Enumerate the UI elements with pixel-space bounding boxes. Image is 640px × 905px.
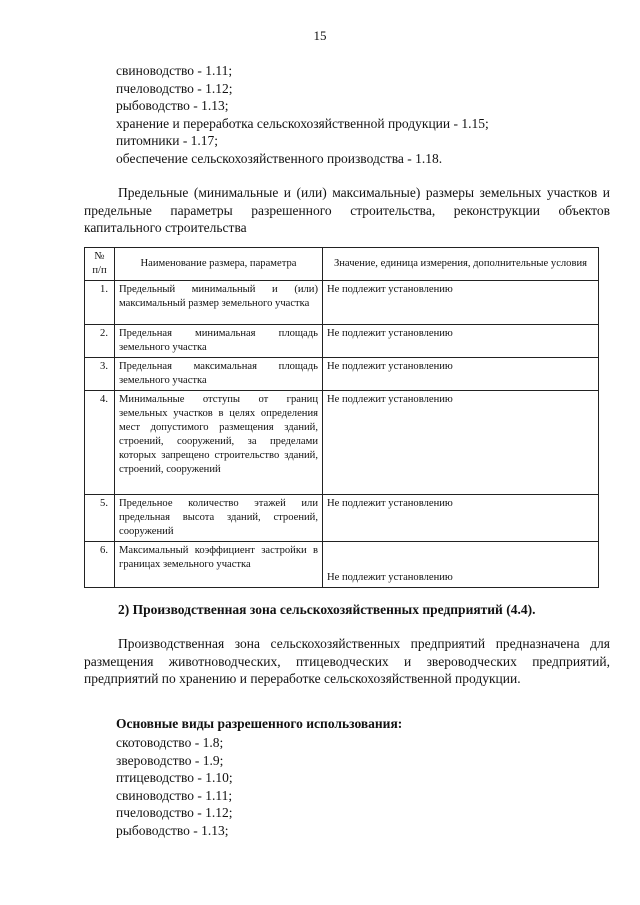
row-name: Минимальные отступы от границ земельных участков в целях определения мест допустимого размещения зданий, строений, сооружений, за пределами которых запрещено строительство зданий, строений, сооружений bbox=[115, 391, 323, 495]
row-name: Максимальный коэффициент застройки в границах земельного участка bbox=[115, 542, 323, 588]
row-name: Предельный минимальный и (или) максимальный размер земельного участка bbox=[115, 281, 323, 325]
list-item: рыбоводство - 1.13; bbox=[116, 98, 229, 113]
row-num: 6. bbox=[85, 542, 115, 588]
list-item: свиноводство - 1.11; bbox=[116, 63, 233, 78]
row-num: 3. bbox=[85, 358, 115, 391]
list-item: рыбоводство - 1.13; bbox=[116, 822, 229, 838]
row-name: Предельная минимальная площадь земельного участка bbox=[115, 325, 323, 358]
header-value: Значение, единица измерения, дополнительные условия bbox=[323, 248, 599, 281]
row-value: Не подлежит установлению bbox=[323, 281, 599, 325]
row-num: 4. bbox=[85, 391, 115, 495]
uses-list bbox=[116, 734, 233, 839]
list-item: звероводство - 1.9; bbox=[116, 752, 224, 768]
list-item: пчеловодство - 1.12; bbox=[116, 80, 233, 96]
list-item: свиноводство - 1.11; bbox=[116, 787, 233, 803]
zone-description: Производственная зона сельскохозяйственных предприятий предназначена для размещения животноводческих, птицеводческих и звероводческих предприятий, предприятий по хранению и переработке сельскохозяйственной продукции. bbox=[84, 636, 610, 686]
row-num: 1. bbox=[85, 281, 115, 325]
table-header-row bbox=[85, 248, 599, 281]
limits-intro-block bbox=[84, 184, 610, 237]
list-item: скотоводство - 1.8; bbox=[116, 735, 224, 750]
list-item: хранение и переработка сельскохозяйственной продукции - 1.15; bbox=[116, 115, 489, 131]
table-row bbox=[85, 542, 599, 588]
list-item: питомники - 1.17; bbox=[116, 133, 219, 148]
limits-intro: Предельные (минимальные и (или) максимальные) размеры земельных участков и предельные параметры разрешенного строительства, реконструкции объектов капитального строительства bbox=[84, 185, 610, 235]
row-value: Не подлежит установлению bbox=[323, 358, 599, 391]
header-name: Наименование размера, параметра bbox=[115, 248, 323, 281]
table-row bbox=[85, 358, 599, 391]
limits-table bbox=[84, 247, 599, 588]
zone-heading: 2) Производственная зона сельскохозяйственных предприятий (4.4). bbox=[118, 602, 536, 617]
list-item: птицеводство - 1.10; bbox=[116, 770, 233, 785]
list-item: пчеловодство - 1.12; bbox=[116, 805, 233, 820]
table-row bbox=[85, 281, 599, 325]
zone-description-block bbox=[84, 635, 610, 688]
row-name: Предельная максимальная площадь земельного участка bbox=[115, 358, 323, 391]
row-name: Предельное количество этажей или предельная высота зданий, строений, сооружений bbox=[115, 495, 323, 542]
table-row bbox=[85, 325, 599, 358]
row-value: Не подлежит установлению bbox=[323, 542, 599, 588]
row-num: 2. bbox=[85, 325, 115, 358]
uses-heading: Основные виды разрешенного использования: bbox=[116, 716, 403, 731]
top-use-list bbox=[116, 62, 489, 167]
page-number: 15 bbox=[313, 28, 327, 43]
row-value: Не подлежит установлению bbox=[323, 325, 599, 358]
header-num: № п/п bbox=[85, 248, 115, 281]
row-num: 5. bbox=[85, 495, 115, 542]
table-row bbox=[85, 495, 599, 542]
table-row bbox=[85, 391, 599, 495]
row-value: Не подлежит установлению bbox=[323, 495, 599, 542]
list-item: обеспечение сельскохозяйственного производства - 1.18. bbox=[116, 150, 443, 166]
row-value: Не подлежит установлению bbox=[323, 391, 599, 495]
